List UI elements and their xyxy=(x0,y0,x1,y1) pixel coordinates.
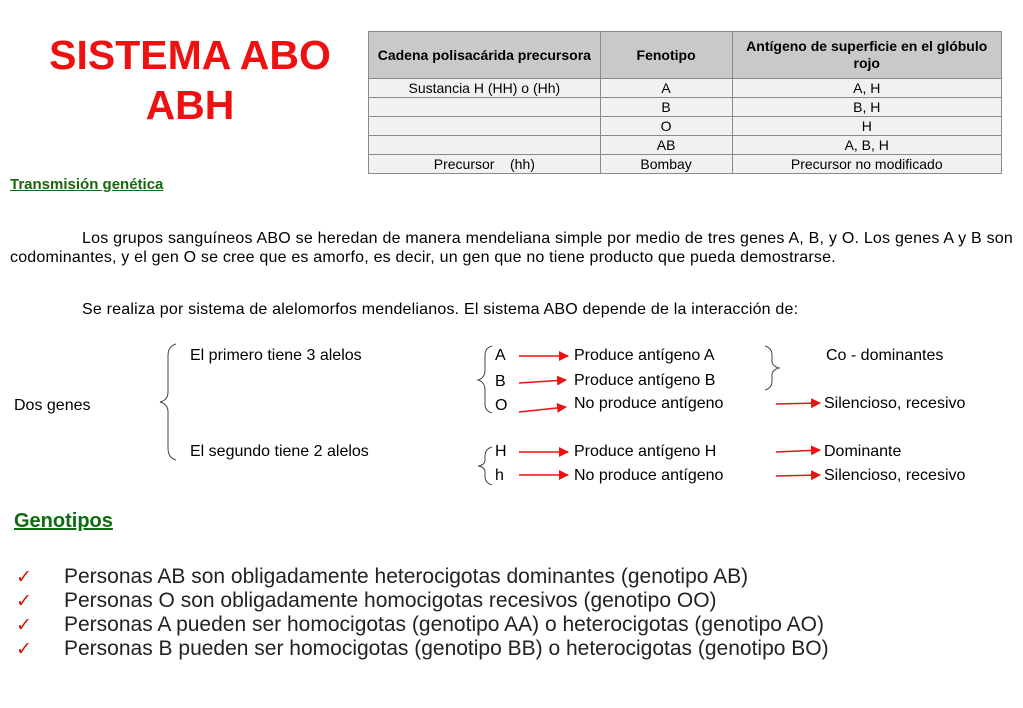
table-cell: AB xyxy=(600,136,732,155)
table-cell: A, B, H xyxy=(732,136,1002,155)
product-a: Produce antígeno A xyxy=(574,347,715,364)
genotipos-heading[interactable]: Genotipos xyxy=(14,510,113,532)
allele-o: O xyxy=(495,397,508,414)
allele-a: A xyxy=(495,347,506,364)
product-h-lower: No produce antígeno xyxy=(574,467,724,484)
table-cell: A, H xyxy=(732,79,1002,98)
table-cell: B, H xyxy=(732,98,1002,117)
checkmark-icon: ✓ xyxy=(16,591,32,612)
brace-alleles-2 xyxy=(478,447,492,485)
brace-alleles-1 xyxy=(478,346,492,413)
table-cell: B xyxy=(600,98,732,117)
table-header: Antígeno de superficie en el glóbulo rojo xyxy=(732,32,1002,79)
product-h: Produce antígeno H xyxy=(574,443,717,460)
list-item xyxy=(16,565,829,589)
table-cell: O xyxy=(600,117,732,136)
silencioso-2-label: Silencioso, recesivo xyxy=(824,467,966,484)
title-line-1: SISTEMA ABO xyxy=(49,32,331,78)
title-line-2: ABH xyxy=(145,82,235,128)
table-cell: Sustancia H (HH) o (Hh) xyxy=(369,79,601,98)
list-item xyxy=(16,637,829,661)
gene1-label: El primero tiene 3 alelos xyxy=(190,347,362,364)
checkmark-icon: ✓ xyxy=(16,615,32,636)
list-item xyxy=(16,613,829,637)
arrow-b xyxy=(519,380,566,383)
arrow-silencioso-1 xyxy=(776,403,820,404)
genotipos-list xyxy=(16,565,829,661)
brace-dos-genes xyxy=(160,344,176,460)
table-cell: Precursor (hh) xyxy=(369,155,601,174)
brace-codominantes xyxy=(765,346,779,390)
list-item-text: Personas B pueden ser homocigotas (genotipo BB) o heterocigotas (genotipo BO) xyxy=(64,637,829,660)
table-header: Fenotipo xyxy=(600,32,732,79)
product-o: No produce antígeno xyxy=(574,395,724,412)
arrow-o xyxy=(519,407,566,412)
list-item-text: Personas O son obligadamente homocigotas recesivos (genotipo OO) xyxy=(64,589,717,612)
dos-genes-label: Dos genes xyxy=(14,397,91,414)
list-item xyxy=(16,589,829,613)
list-item-text: Personas AB son obligadamente heterocigotas dominantes (genotipo AB) xyxy=(64,565,749,588)
table-cell: H xyxy=(732,117,1002,136)
allele-b: B xyxy=(495,373,506,390)
paragraph-herencia: Los grupos sanguíneos ABO se heredan de manera mendeliana simple por medio de tres genes A, B, y O. Los genes A y B son codominantes, y el gen O se cree que es amorfo, es decir, un gen que no tiene producto que pueda demostrarse. xyxy=(10,230,1013,266)
table-cell: Precursor no modificado xyxy=(732,155,1002,174)
arrow-dominante xyxy=(776,450,820,452)
table-header: Cadena polisacárida precursora xyxy=(369,32,601,79)
dominante-label: Dominante xyxy=(824,443,902,460)
paragraph-alelomorfos: Se realiza por sistema de alelomorfos mendelianos. El sistema ABO depende de la interacción de: xyxy=(82,301,799,318)
codominantes-label: Co - dominantes xyxy=(826,347,944,364)
gene2-label: El segundo tiene 2 alelos xyxy=(190,443,369,460)
allele-h-lower: h xyxy=(495,467,504,484)
checkmark-icon: ✓ xyxy=(16,639,32,660)
arrow-silencioso-2 xyxy=(776,475,820,476)
silencioso-1-label: Silencioso, recesivo xyxy=(824,395,966,412)
product-b: Produce antígeno B xyxy=(574,372,716,389)
table-cell: A xyxy=(600,79,732,98)
list-item-text: Personas A pueden ser homocigotas (genotipo AA) o heterocigotas (genotipo AO) xyxy=(64,613,824,636)
checkmark-icon: ✓ xyxy=(16,567,32,588)
transmision-heading[interactable]: Transmisión genética xyxy=(10,176,164,193)
table-cell: Bombay xyxy=(600,155,732,174)
allele-h: H xyxy=(495,443,507,460)
